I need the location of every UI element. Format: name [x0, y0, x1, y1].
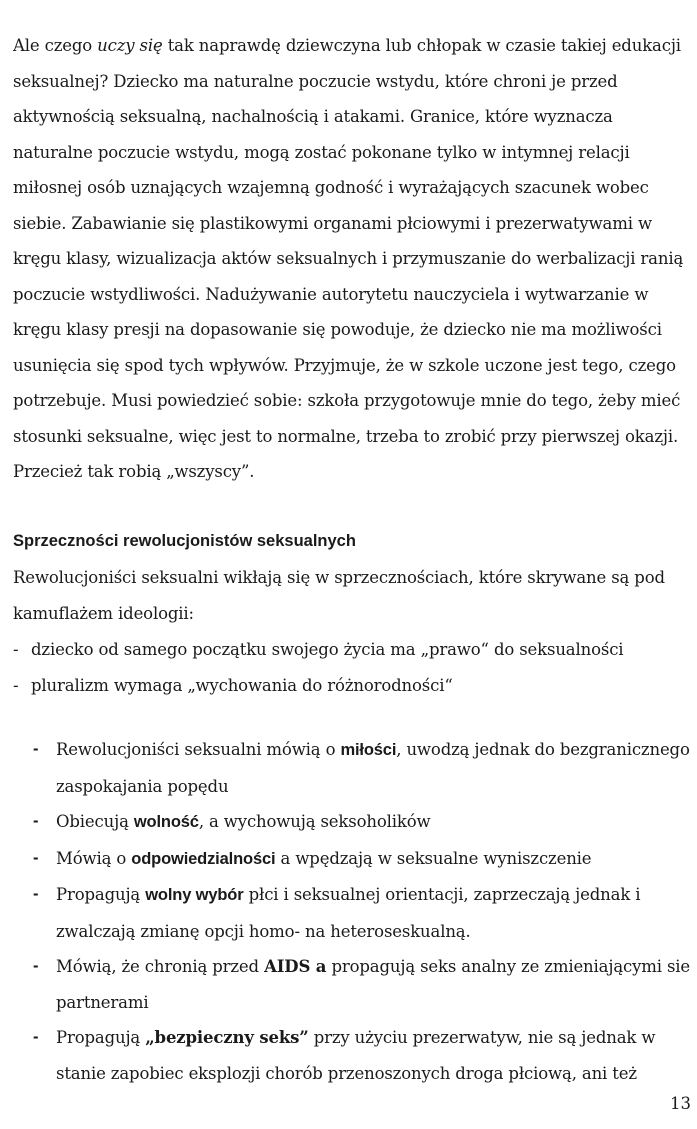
dash-list: [13, 632, 693, 703]
list-item-text: pluralizm wymaga „wychowania do różnorodności“: [31, 675, 453, 695]
list-item: [13, 841, 693, 878]
list-item-text: Propagują: [56, 1028, 146, 1047]
paragraph-sex-education: [13, 28, 693, 490]
list-item: [13, 632, 693, 668]
list-item-text: Mówią, że chronią przed: [56, 957, 265, 976]
dash-marker: -: [33, 812, 39, 830]
dash-marker: -: [33, 740, 39, 758]
bold-keyword: wolność: [133, 813, 199, 831]
list-item: [13, 949, 693, 1020]
list-item-text: płci i seksualnej orientacji, zaprzeczają jednak i zwalczają zmianę opcji homo- na heteroseskualną.: [56, 885, 641, 941]
emphasis-text: uczy się: [97, 36, 163, 55]
dash-marker: -: [33, 885, 39, 903]
list-item-text: Mówią o: [56, 848, 132, 868]
list-item: [13, 1020, 693, 1091]
bold-keyword: AIDS a: [264, 957, 327, 976]
list-item-text: Propagują: [56, 885, 146, 904]
section-intro: Rewolucjoniści seksualni wikłają się w sprzecznościach, które skrywane są pod kamuflażem ideologii:: [13, 568, 665, 623]
dash-marker: -: [33, 1028, 39, 1046]
paragraph-text: tak naprawdę dziewczyna lub chłopak w czasie takiej edukacji seksualnej? Dziecko ma naturalne poczucie wstydu, które chroni je przed aktywnością seksualną, nachalnością i atakami. Granice, które wyznacza naturalne poczucie wstydu, mogą zostać pokonane tylko w intymnej relacji miłosnej osób uznających wzajemną godność i wyrażających szacunek wobec siebie. Zabawianie się plastikowymi organami płciowymi i prezerwatywami w kręgu klasy, wizualizacja aktów seksualnych i przymuszanie do werbalizacji ranią poczucie wstydliwości. Nadużywanie autorytetu nauczyciela i wytwarzanie w kręgu klasy presji na dopasowanie się powoduje, że dziecko nie ma możliwości usunięcia się spod tych wpływów. Przyjmuje, że w szkole uczone jest tego, czego potrzebuje. Musi powiedzieć sobie: szkoła przygotowuje mnie do tego, żeby mieć stosunki seksualne, więc jest to normalne, trzeba to zrobić przy pierwszej okazji. Przecież tak robią „wszyscy”.: [13, 36, 684, 481]
paragraph-text: Ale czego: [13, 36, 98, 55]
list-item-text: przy użyciu prezerwatyw, nie są jednak w stanie zapobiec eksplozji chorób przenoszonych droga płciową, ani też: [56, 1028, 656, 1083]
bold-keyword: „bezpieczny seks”: [145, 1028, 309, 1047]
list-item-text: Rewolucjoniści seksualni mówią o: [56, 740, 341, 759]
dash-marker: -: [33, 957, 39, 975]
list-item-text: , a wychowują seksoholików: [198, 812, 431, 831]
dash-marker: -: [13, 675, 19, 695]
page-number: 13: [670, 1094, 691, 1113]
list-item: [13, 732, 693, 804]
list-item: [13, 877, 693, 949]
section-heading: Sprzeczności rewolucjonistów seksualnych: [13, 532, 356, 550]
list-item-text: a wpędzają w seksualne wyniszczenie: [275, 848, 592, 868]
bold-keyword: wolny wybór: [145, 886, 244, 904]
dash-marker: -: [33, 848, 39, 867]
dash-marker: -: [13, 640, 19, 659]
bold-keyword: miłości: [340, 741, 397, 759]
list-item-text: propagują seks analny ze zmieniającymi sie partnerami: [56, 957, 691, 1012]
list-item-text: Obiecują: [56, 812, 134, 831]
contradictions-list: [13, 732, 693, 1091]
list-item: [13, 804, 693, 841]
list-item-text: , uwodzą jednak do bezgranicznego zaspokajania popędu: [56, 740, 690, 796]
list-item: [13, 668, 693, 704]
bold-keyword: odpowiedzialności: [131, 849, 276, 868]
list-item-text: dziecko od samego początku swojego życia ma „prawo“ do seksualności: [31, 640, 624, 659]
